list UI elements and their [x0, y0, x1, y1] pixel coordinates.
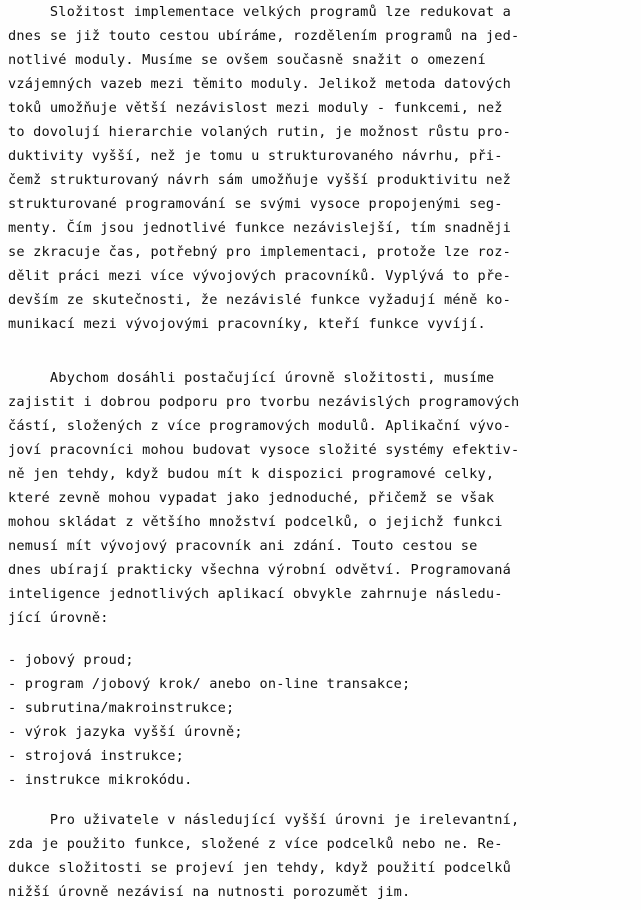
list-item: - strojová instrukce; [8, 748, 185, 764]
text-line: toků umožňuje větší nezávislost mezi moduly - funkcemi, než [8, 100, 503, 116]
text-line: joví pracovníci mohou budovat vysoce složité systémy efektiv- [8, 442, 520, 458]
list-item: - program /jobový krok/ anebo on-line transakce; [8, 676, 411, 692]
text-line: částí, složených z více programových modulů. Aplikační vývo- [8, 418, 512, 434]
text-line: devším ze skutečnosti, že nezávislé funkce vyžadují méně ko- [8, 292, 512, 308]
text-line: strukturované programování se svými vysoce propojenými seg- [8, 196, 503, 212]
text-line: duktivity vyšší, než je tomu u strukturovaného návrhu, při- [8, 148, 503, 164]
text-line: Pro uživatele v následující vyšší úrovni je irelevantní, [8, 812, 520, 828]
text-line: ně jen tehdy, když budou mít k dispozici programové celky, [8, 466, 495, 482]
text-line: čemž strukturovaný návrh sám umožňuje vyšší produktivitu než [8, 172, 512, 188]
text-line: vzájemných vazeb mezi těmito moduly. Jelikož metoda datových [8, 76, 512, 92]
text-line: jící úrovně: [8, 610, 109, 626]
text-line: Složitost implementace velkých programů lze redukovat a [8, 4, 512, 20]
text-line: notlivé moduly. Musíme se ovšem současně snažit o omezení [8, 52, 486, 68]
text-line: dnes ubírají prakticky všechna výrobní odvětví. Programovaná [8, 562, 512, 578]
text-line: zajistit i dobrou podporu pro tvorbu nezávislých programových [8, 394, 520, 410]
text-line: dnes se již touto cestou ubíráme, rozdělením programů na jed- [8, 28, 520, 44]
text-line: inteligence jednotlivých aplikací obvykle zahrnuje následu- [8, 586, 503, 602]
text-line: nemusí mít vývojový pracovník ani zdání. Touto cestou se [8, 538, 478, 554]
text-line: nižší úrovně nezávisí na nutnosti porozumět jim. [8, 884, 411, 900]
list-item: - subrutina/makroinstrukce; [8, 700, 235, 716]
text-line: zda je použito funkce, složené z více podcelků nebo ne. Re- [8, 836, 503, 852]
text-line: dukce složitosti se projeví jen tehdy, když použití podcelků [8, 860, 512, 876]
list-item: - výrok jazyka vyšší úrovně; [8, 724, 243, 740]
text-line: to dovolují hierarchie volaných rutin, je možnost růstu pro- [8, 124, 512, 140]
list-item: - jobový proud; [8, 652, 134, 668]
text-line: dělit práci mezi více vývojových pracovníků. Vyplývá to pře- [8, 268, 512, 284]
text-line: které zevně mohou vypadat jako jednoduché, přičemž se však [8, 490, 495, 506]
text-line: Abychom dosáhli postačující úrovně složitosti, musíme [8, 370, 495, 386]
text-line: se zkracuje čas, potřebný pro implementaci, protože lze roz- [8, 244, 512, 260]
text-line: munikací mezi vývojovými pracovníky, kteří funkce vyvíjí. [8, 316, 486, 332]
text-line: mohou skládat z většího množství podcelků, o jejichž funkci [8, 514, 503, 530]
text-line: menty. Čím jsou jednotlivé funkce nezávislejší, tím snadněji [8, 220, 512, 236]
list-item: - instrukce mikrokódu. [8, 772, 193, 788]
